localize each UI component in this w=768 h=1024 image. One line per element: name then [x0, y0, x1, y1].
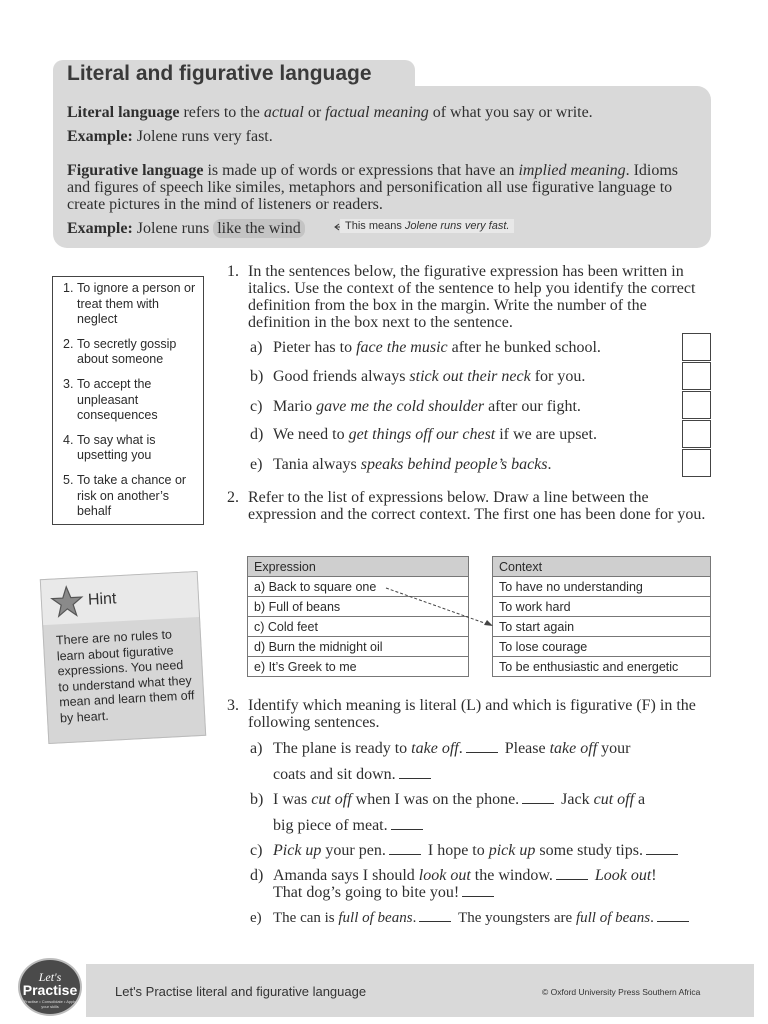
question-2-text: Refer to the list of expressions below. Draw a line between the expression and the correct context. The first one has been done for you. [248, 489, 706, 523]
q3-item-d: d) Amanda says I should look out the window. Look out! [250, 867, 657, 884]
answer-blank[interactable] [657, 921, 689, 922]
expression-cell[interactable]: a) Back to square one [248, 577, 469, 597]
hint-title: Hint [87, 590, 117, 609]
page-title: Literal and figurative language [67, 62, 372, 85]
hint-text: There are no rules to learn about figurative expressions. You need to understand what they mean and learn them off by heart. [55, 627, 195, 725]
answer-blank[interactable] [646, 854, 678, 855]
question-3-text: Identify which meaning is literal (L) and which is figurative (F) in the following sentences. [248, 697, 696, 731]
question-number: 1. [227, 263, 239, 280]
context-cell[interactable]: To have no understanding [493, 577, 711, 597]
answer-blank[interactable] [462, 896, 494, 897]
lets-practise-logo: Let's Practise Practise • Consolidate • Apply your skills [18, 958, 82, 1016]
question-number: 3. [227, 697, 239, 714]
literal-definition: Literal language refers to the actual or factual meaning of what you say or write. [67, 104, 593, 121]
q3-item-a: a) The plane is ready to take off. Please take off your [250, 740, 631, 757]
question-1-text: In the sentences below, the figurative expression has been written in italics. Use the context of the sentence to help you identify the correct definition from the box in the margin. Write the number of the definition in the box next to the sentence. [248, 263, 696, 331]
expression-header: Expression [248, 557, 469, 577]
expression-cell[interactable]: b) Full of beans [248, 597, 469, 617]
footer-title: Let's Practise literal and figurative language [115, 984, 367, 999]
context-cell[interactable]: To work hard [493, 597, 711, 617]
definition-item: 1. To ignore a person or treat them with neglect [63, 281, 196, 327]
answer-box[interactable] [682, 420, 711, 448]
expression-cell[interactable]: e) It’s Greek to me [248, 657, 469, 677]
context-cell[interactable]: To start again [493, 617, 711, 637]
q3-item-d-line2: That dog’s going to bite you! [273, 884, 497, 901]
context-cell[interactable]: To lose courage [493, 637, 711, 657]
answer-blank[interactable] [466, 752, 498, 753]
answer-blank[interactable] [399, 778, 431, 779]
definition-item: 4. To say what is upsetting you [63, 432, 156, 463]
q1-item-d: d) We need to get things off our chest if we are upset. [250, 426, 597, 443]
q1-item-a: a) Pieter has to face the music after he bunked school. [250, 339, 601, 356]
q3-item-b: b) I was cut off when I was on the phone. Jack cut off a [250, 791, 646, 808]
highlighted-expression: like the wind [213, 219, 305, 238]
q3-item-e: e) The can is full of beans. The youngsters are full of beans. [250, 910, 692, 927]
expression-cell[interactable]: c) Cold feet [248, 617, 469, 637]
q3-item-b-line2: big piece of meat. [273, 817, 426, 834]
question-number: 2. [227, 489, 239, 506]
answer-blank[interactable] [556, 879, 588, 880]
answer-box[interactable] [682, 391, 711, 419]
definition-item: 2. To secretly gossip about someone [63, 336, 177, 367]
answer-box[interactable] [682, 449, 711, 477]
expression-cell[interactable]: d) Burn the midnight oil [248, 637, 469, 657]
answer-box[interactable] [682, 333, 711, 361]
q3-item-a-line2: coats and sit down. [273, 766, 434, 783]
meaning-note: This means Jolene runs very fast. [340, 219, 514, 233]
definition-item: 3. To accept the unpleasant consequences [63, 376, 158, 423]
answer-blank[interactable] [391, 829, 423, 830]
answer-box[interactable] [682, 362, 711, 390]
hint-card [40, 571, 206, 744]
context-header: Context [493, 557, 711, 577]
context-table [492, 556, 711, 677]
figurative-definition: Figurative language is made up of words or expressions that have an implied meaning. Idioms and figures of speech like similes, metaphors and personification all use figurative language to create pictures in the mind of listeners or readers. [67, 162, 679, 213]
literal-example: Example: Jolene runs very fast. [67, 128, 273, 145]
q1-item-b: b) Good friends always stick out their neck for you. [250, 368, 586, 385]
copyright-notice: © Oxford University Press Southern Africa [542, 987, 701, 997]
q1-item-c: c) Mario gave me the cold shoulder after our fight. [250, 398, 581, 415]
q3-item-c: c) Pick up your pen. I hope to pick up some study tips. [250, 842, 681, 859]
answer-blank[interactable] [389, 854, 421, 855]
definition-item: 5. To take a chance or risk on another’s behalf [63, 472, 187, 519]
definitions-box [52, 276, 204, 525]
star-icon [49, 584, 85, 620]
example-match-line [380, 582, 500, 632]
q1-item-e: e) Tania always speaks behind people’s backs. [250, 456, 552, 473]
context-cell[interactable]: To be enthusiastic and energetic [493, 657, 711, 677]
answer-blank[interactable] [419, 921, 451, 922]
figurative-example: Example: Jolene runs like the wind [67, 220, 305, 237]
answer-blank[interactable] [522, 803, 554, 804]
